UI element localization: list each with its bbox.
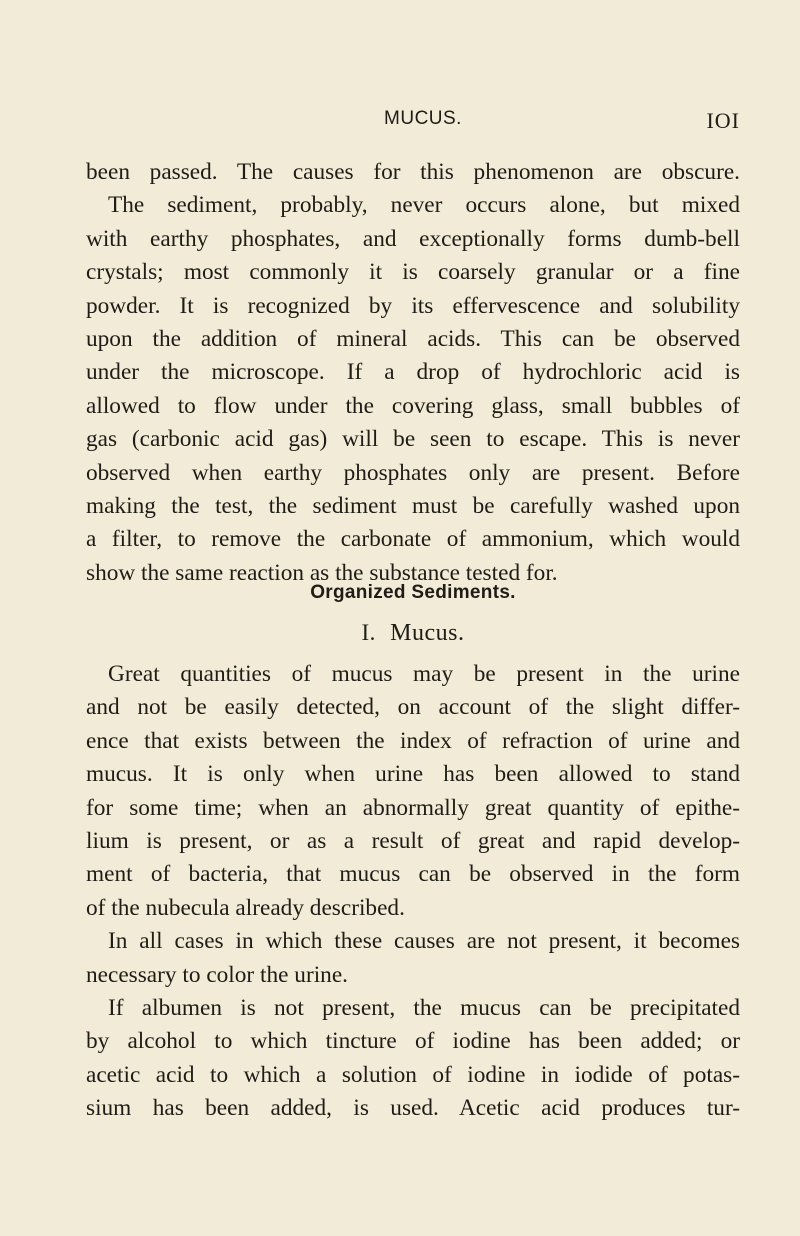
text-line: crystals; most commonly it is coarsely granular or a fine xyxy=(86,259,740,286)
text-line: sium has been added, is used. Acetic acid produces tur- xyxy=(86,1095,740,1122)
text-line: show the same reaction as the substance tested for. xyxy=(86,559,558,586)
text-line: with earthy phosphates, and exceptionally forms dumb-bell xyxy=(86,225,740,252)
running-head xyxy=(86,108,740,142)
paragraph-mucus xyxy=(86,658,740,1125)
text-line: and not be easily detected, on account of the slight differ- xyxy=(86,694,740,721)
text-line: lium is present, or as a result of great and rapid develop- xyxy=(86,827,740,854)
text-line: acetic acid to which a solution of iodine in iodide of potas- xyxy=(86,1061,740,1088)
section-heading: Organized Sediments. xyxy=(310,582,516,603)
text-line: a filter, to remove the carbonate of ammonium, which would xyxy=(86,526,740,553)
text-line: The sediment, probably, never occurs alone, but mixed xyxy=(108,192,740,219)
text-line: by alcohol to which tincture of iodine has been added; or xyxy=(86,1028,740,1055)
subheading xyxy=(86,620,740,647)
text-line: gas (carbonic acid gas) will be seen to escape. This is never xyxy=(86,426,740,453)
text-line: of the nubecula already described. xyxy=(86,894,405,921)
page-number: IOI xyxy=(706,108,740,133)
text-line: ment of bacteria, that mucus can be observed in the form xyxy=(86,861,740,888)
text-line: If albumen is not present, the mucus can be precipitated xyxy=(108,994,740,1021)
text-line: mucus. It is only when urine has been allowed to stand xyxy=(86,761,740,788)
text-line: powder. It is recognized by its effervescence and solubility xyxy=(86,292,740,319)
text-line: for some time; when an abnormally great quantity of epithe- xyxy=(86,794,740,821)
text-line: necessary to color the urine. xyxy=(86,961,348,988)
text-line: Great quantities of mucus may be present in the urine xyxy=(108,661,740,687)
text-line: In all cases in which these causes are not present, it becomes xyxy=(108,928,740,955)
paragraph-carbonate xyxy=(86,156,740,590)
text-line: upon the addition of mineral acids. This can be observed xyxy=(86,325,740,352)
text-line: been passed. The causes for this phenomenon are obscure. xyxy=(86,159,740,185)
subheading-title: Mucus. xyxy=(390,620,465,646)
text-line: under the microscope. If a drop of hydrochloric acid is xyxy=(86,359,740,386)
subheading-number: I. xyxy=(361,620,376,645)
text-line: observed when earthy phosphates only are present. Before xyxy=(86,459,740,486)
text-line: allowed to flow under the covering glass, small bubbles of xyxy=(86,392,740,419)
text-line: ence that exists between the index of refraction of urine and xyxy=(86,727,740,754)
text-line: making the test, the sediment must be carefully washed upon xyxy=(86,492,740,519)
running-title: MUCUS. xyxy=(384,108,462,129)
